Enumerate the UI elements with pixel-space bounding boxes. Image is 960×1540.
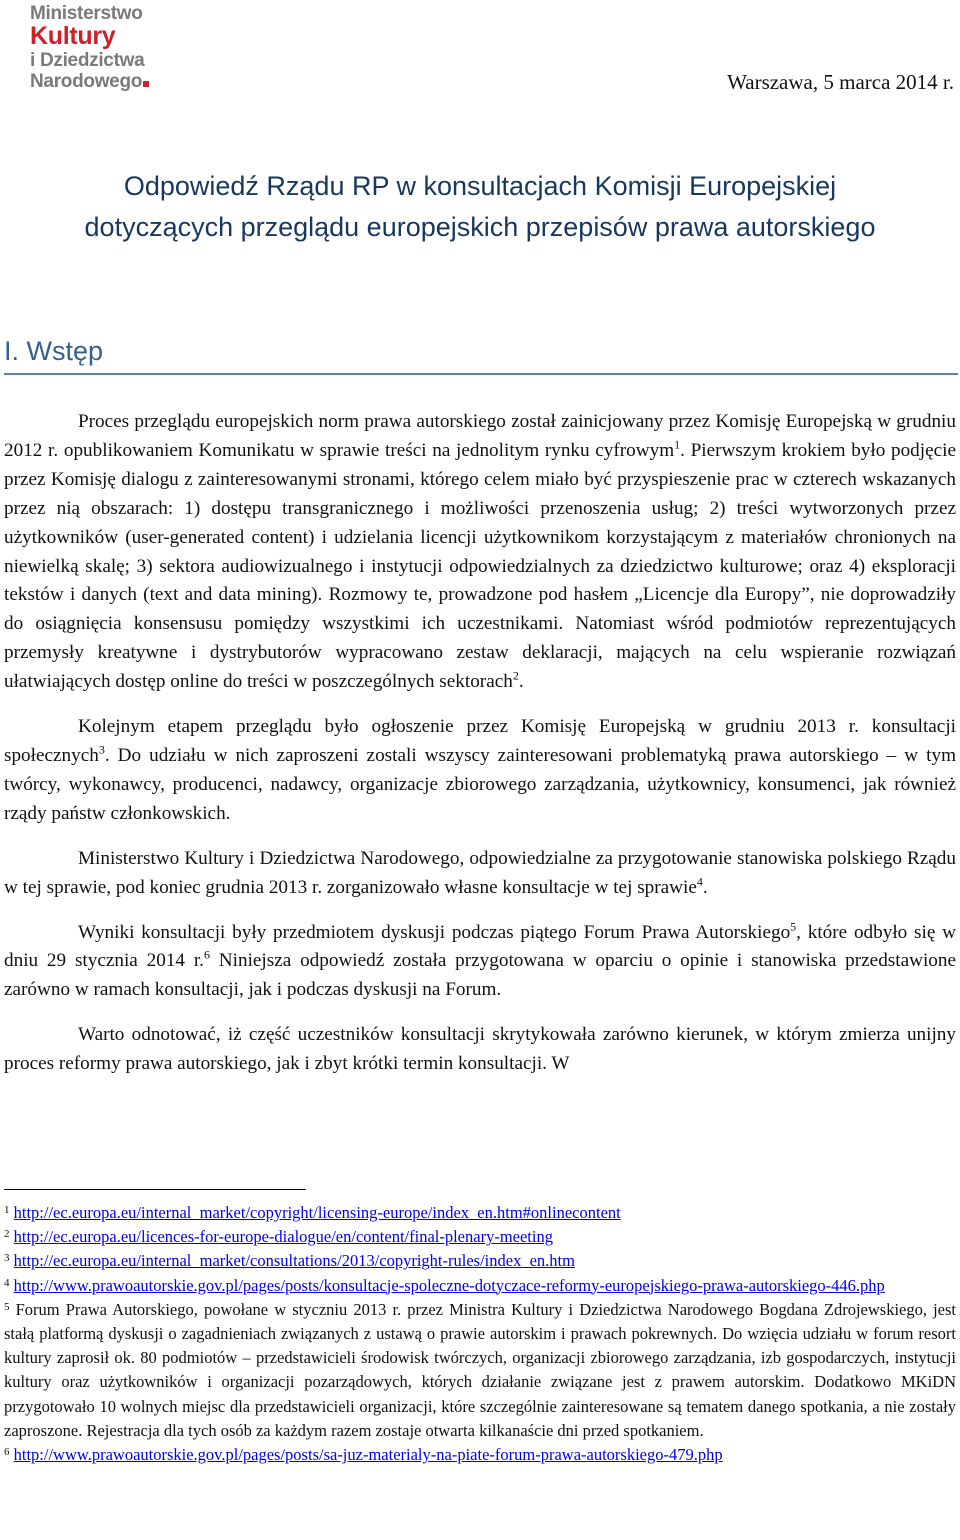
paragraph-text: Niniejsza odpowiedź została przygotowana w oparciu o opinie i stanowiska przedstawione zarówno w ramach konsultacji, jak i podczas dyskusji na Forum. — [4, 950, 956, 1001]
footnote-link[interactable]: http://ec.europa.eu/licences-for-europe-dialogue/en/content/final-plenary-meeting — [13, 1227, 553, 1247]
logo-dot-icon — [143, 81, 149, 87]
paragraph-1 — [4, 408, 956, 697]
footnote-number: 5 — [4, 1300, 10, 1313]
footnote-3 — [4, 1249, 956, 1273]
logo-line-3: i Dziedzictwa — [30, 50, 145, 71]
footnote-number: 4 — [4, 1276, 10, 1289]
footnote-ref-6[interactable]: 6 — [203, 948, 210, 963]
logo-line-4-text: Narodowego — [30, 71, 143, 92]
footnote-2 — [4, 1225, 956, 1249]
footnote-ref-5[interactable]: 5 — [790, 919, 797, 934]
footnote-link[interactable]: http://ec.europa.eu/internal_market/consultations/2013/copyright-rules/index_en.htm — [13, 1251, 575, 1271]
paragraph-5 — [4, 1021, 956, 1079]
title-line-1: Odpowiedź Rządu RP w konsultacjach Komisji Europejskiej — [123, 171, 837, 201]
paragraph-text: . — [518, 671, 524, 693]
paragraph-text: . Pierwszym krokiem było podjęcie przez Komisję dialogu z zainteresowanymi stronami, którego celem miało być przyspieszenie prac w czterech wskazanych przez nią obszarach: 1) dostępu transgranicznego i możliwości przenoszenia usług; 2) treści wytworzonych przez użytkowników (user-generated content) i udzielania licencji użytkownikom korzystającym z materiałów chronionych na niewielką skalę; 3) sektora audiowizualnego i instytucji odpowiedzialnych za dziedzictwo kulturowe; oraz 4) eksploracji tekstów i danych (text and data mining). Rozmowy te, prowadzone pod hasłem „Licencje dla Europy”, nie doprowadziły do osiągnięcia konsensusu pomiędzy wszystkimi ich uczestnikami. Natomiast wśród podmiotów reprezentujących przemysły kreatywne i dystrybutorów wypracowano zestaw deklaracji, mających na celu wspieranie rozwiązań ułatwiających dostęp online do treści w poszczególnych sektorach — [4, 439, 956, 693]
paragraph-text: . — [702, 876, 708, 898]
paragraph-text: . Do udziału w nich zaproszeni zostali wszyscy zainteresowani problematyką prawa autorskiego – w tym twórcy, wykonawcy, producenci, nadawcy, organizacje zbiorowego zarządzania, użytkownicy, konsumenci, jak również rządy państw członkowskich. — [4, 744, 956, 824]
footnote-link[interactable]: http://www.prawoautorskie.gov.pl/pages/posts/konsultacje-spoleczne-dotyczace-reformy-europejskiego-prawa-autorskiego-446.php — [13, 1275, 885, 1295]
document-body — [4, 408, 956, 1095]
footnote-4 — [4, 1274, 956, 1298]
paragraph-text: Wyniki konsultacji były przedmiotem dyskusji podczas piątego Forum Prawa Autorskiego — [78, 921, 791, 943]
document-date: Warszawa, 5 marca 2014 r. — [727, 70, 954, 94]
logo-line-2: Kultury — [30, 22, 116, 50]
paragraph-text: Proces przeglądu europejskich norm prawa autorskiego został zainicjowany przez Komisję Europejską w grudniu 2012 r. opublikowaniem Komunikatu w sprawie treści na jednolitym rynku cyfrowym — [4, 411, 956, 461]
paragraph-2 — [4, 713, 956, 829]
footnote-ref-4[interactable]: 4 — [696, 874, 703, 889]
logo-line-1: Ministerstwo — [30, 3, 143, 24]
footnote-separator — [4, 1189, 306, 1190]
footnote-number: 6 — [4, 1446, 10, 1459]
footnote-number: 2 — [4, 1228, 10, 1241]
paragraph-4 — [4, 919, 956, 1006]
document-title — [0, 166, 960, 248]
footnote-number: 3 — [4, 1252, 10, 1265]
footnotes — [4, 1201, 956, 1467]
footnote-text: Forum Prawa Autorskiego, powołane w styczniu 2013 r. przez Ministra Kultury i Dziedzictwa Narodowego Bogdana Zdrojewskiego, jest stałą platformą dyskusji o zagadnieniach związanych z ustawą o prawie autorskim i prawach pokrewnych. Do wzięcia udziału w forum resort kultury zaprosił ok. 80 podmiotów – przedstawicieli środowisk twórczych, organizacji zbiorowego zarządzania, izb gospodarczych, instytucji kultury oraz użytkowników i organizacji pozarządowych, których działanie związane jest z prawem autorskim. Dodatkowo MKiDN przygotowało 10 wolnych miejsc dla przedstawicieli organizacji, które szczególnie zainteresowane są tematem danego spotkania, a nie zostały zaproszone. Rejestracja dla tych osób za każdym razem zostaje otwarta kilkanaście dni przed spotkaniem. — [4, 1299, 956, 1440]
footnote-6 — [4, 1443, 956, 1467]
footnote-link[interactable]: http://www.prawoautorskie.gov.pl/pages/posts/sa-juz-materialy-na-piate-forum-prawa-autorskiego-479.php — [13, 1445, 723, 1465]
footnote-ref-1[interactable]: 1 — [674, 437, 681, 452]
footnote-5 — [4, 1298, 956, 1443]
footnote-ref-2[interactable]: 2 — [512, 668, 519, 683]
paragraph-text: Ministerstwo Kultury i Dziedzictwa Narodowego, odpowiedzialne za przygotowanie stanowiska polskiego Rządu w tej sprawie, pod koniec grudnia 2013 r. zorganizowało własne konsultacje w tej sprawie — [4, 847, 956, 898]
footnote-number: 1 — [4, 1204, 10, 1216]
paragraph-text: Warto odnotować, iż część uczestników konsultacji skrytykowała zarówno kierunek, w którym zmierza unijny proces reformy prawa autorskiego, jak i zbyt krótki termin konsultacji. W — [4, 1024, 956, 1075]
section-heading: I. Wstęp — [4, 336, 958, 375]
paragraph-3 — [4, 845, 956, 903]
paragraph-text: Kolejnym etapem przeglądu było ogłoszenie przez Komisję Europejską w grudniu 2013 r. konsultacji społecznych — [4, 716, 956, 766]
paragraph-text: , które odbyło się w dniu 29 stycznia 2014 r. — [4, 921, 956, 972]
footnote-ref-3[interactable]: 3 — [98, 742, 105, 757]
logo-line-4 — [30, 72, 149, 91]
footnote-link[interactable]: http://ec.europa.eu/internal_market/copyright/licensing-europe/index_en.htm#onlinecontent — [13, 1203, 621, 1222]
ministry-logo — [30, 4, 190, 94]
footnote-1 — [4, 1201, 956, 1225]
title-line-2: dotyczących przeglądu europejskich przepisów prawa autorskiego — [84, 212, 876, 242]
